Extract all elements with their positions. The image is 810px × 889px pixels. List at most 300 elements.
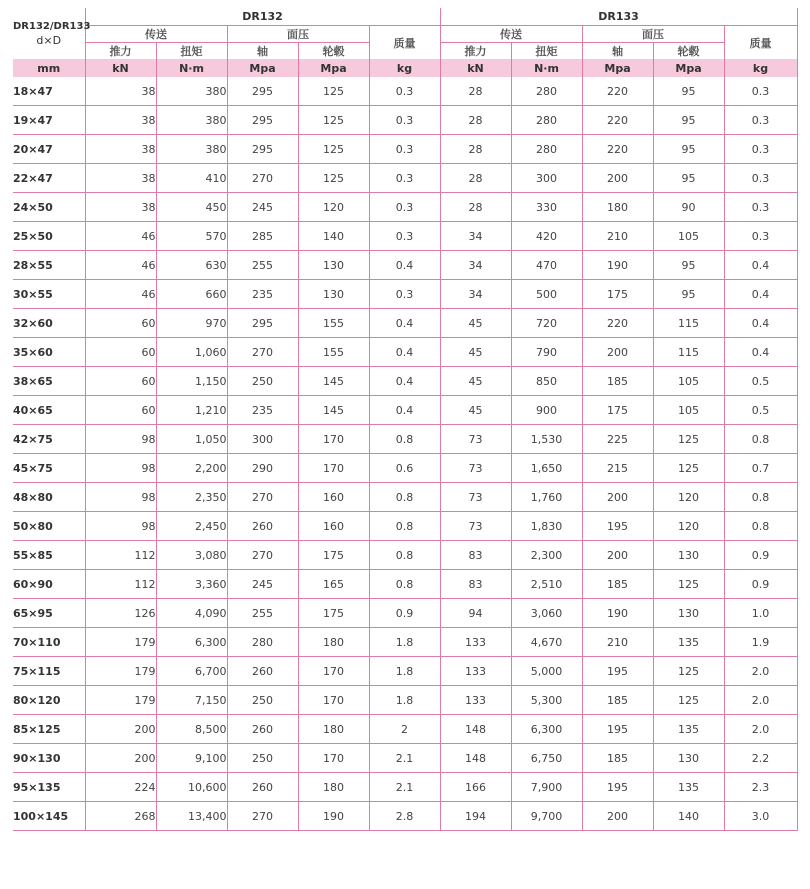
dr133-mass-header: 质量 [724,26,797,60]
dr133-mass-cell: 0.8 [724,512,797,541]
dr132-hub-pressure-cell: 155 [298,338,369,367]
corner-header [13,8,91,59]
size-cell: 100×145 [13,802,85,831]
unit-cell: kN [440,59,511,77]
dr132-thrust-cell: 224 [85,773,156,802]
dr133-face-pressure-header: 面压 [582,26,724,43]
dr133-mass-cell: 0.4 [724,338,797,367]
unit-cell: kg [724,59,797,77]
size-cell: 90×130 [13,744,85,773]
dr133-torque-cell: 5,000 [511,657,582,686]
dr133-mass-cell: 2.0 [724,715,797,744]
dr133-torque-cell: 4,670 [511,628,582,657]
dr133-thrust-cell: 83 [440,541,511,570]
dr132-shaft-pressure-cell: 300 [227,425,298,454]
dr132-shaft-pressure-cell: 245 [227,193,298,222]
dr133-hub-pressure-cell: 125 [653,425,724,454]
dr133-shaft-pressure-cell: 215 [582,454,653,483]
dr132-thrust-cell: 60 [85,396,156,425]
dr132-shaft-pressure-cell: 270 [227,483,298,512]
size-cell: 25×50 [13,222,85,251]
dr132-mass-cell: 0.4 [369,338,440,367]
table-row [13,338,797,367]
dr132-mass-cell: 1.8 [369,657,440,686]
dr133-hub-pressure-cell: 95 [653,135,724,164]
table-row [13,570,797,599]
dr133-thrust-cell: 133 [440,628,511,657]
dr133-shaft-pressure-cell: 220 [582,135,653,164]
dr132-hub-pressure-cell: 170 [298,744,369,773]
dr132-thrust-header: 推力 [85,43,156,60]
dr133-torque-cell: 1,760 [511,483,582,512]
dr132-torque-cell: 450 [156,193,227,222]
dr133-shaft-pressure-cell: 195 [582,657,653,686]
dr133-thrust-cell: 45 [440,309,511,338]
table-body [13,77,797,831]
dr132-mass-cell: 0.3 [369,106,440,135]
dr133-torque-cell: 6,750 [511,744,582,773]
dr133-torque-cell: 500 [511,280,582,309]
dr132-mass-cell: 0.8 [369,541,440,570]
dr132-mass-cell: 2.8 [369,802,440,831]
dr133-hub-pressure-cell: 130 [653,599,724,628]
table-row [13,222,797,251]
dr133-thrust-cell: 148 [440,715,511,744]
dr132-shaft-pressure-cell: 250 [227,744,298,773]
dr133-hub-pressure-cell: 125 [653,454,724,483]
dr133-hub-pressure-cell: 90 [653,193,724,222]
dr132-shaft-pressure-cell: 295 [227,106,298,135]
dr133-hub-pressure-cell: 105 [653,222,724,251]
dr132-torque-cell: 970 [156,309,227,338]
size-cell: 35×60 [13,338,85,367]
dr133-hub-pressure-cell: 135 [653,715,724,744]
dr133-hub-pressure-cell: 95 [653,77,724,106]
dr133-shaft-pressure-cell: 175 [582,396,653,425]
dr132-torque-cell: 4,090 [156,599,227,628]
dr133-thrust-header: 推力 [440,43,511,60]
dr132-mass-header: 质量 [369,26,440,60]
dr133-shaft-pressure-cell: 185 [582,570,653,599]
size-cell: 50×80 [13,512,85,541]
dr132-thrust-cell: 179 [85,657,156,686]
dr132-torque-cell: 1,150 [156,367,227,396]
dr133-torque-cell: 790 [511,338,582,367]
dr133-torque-cell: 7,900 [511,773,582,802]
size-cell: 40×65 [13,396,85,425]
dr133-thrust-cell: 148 [440,744,511,773]
dr132-hub-pressure-cell: 130 [298,251,369,280]
dr132-torque-cell: 3,080 [156,541,227,570]
dr133-hub-header: 轮毂 [653,43,724,60]
dr133-torque-cell: 2,300 [511,541,582,570]
dr133-hub-pressure-cell: 95 [653,251,724,280]
dr132-torque-cell: 7,150 [156,686,227,715]
dr132-thrust-cell: 98 [85,512,156,541]
table-row [13,628,797,657]
dr133-thrust-cell: 28 [440,193,511,222]
dr132-torque-cell: 1,210 [156,396,227,425]
dr132-hub-pressure-cell: 175 [298,599,369,628]
dr132-hub-pressure-cell: 160 [298,483,369,512]
dr132-shaft-pressure-cell: 260 [227,773,298,802]
dr132-torque-cell: 13,400 [156,802,227,831]
dr133-mass-cell: 0.9 [724,541,797,570]
dr133-shaft-pressure-cell: 200 [582,541,653,570]
dr133-shaft-pressure-cell: 200 [582,338,653,367]
dr133-torque-cell: 900 [511,396,582,425]
dr133-torque-cell: 420 [511,222,582,251]
dr132-thrust-cell: 126 [85,599,156,628]
dr132-hub-pressure-cell: 125 [298,135,369,164]
dr132-shaft-pressure-cell: 270 [227,541,298,570]
dr132-thrust-cell: 46 [85,222,156,251]
dr132-thrust-cell: 38 [85,193,156,222]
dr133-mass-cell: 2.0 [724,686,797,715]
dr132-torque-cell: 2,350 [156,483,227,512]
dr132-torque-cell: 380 [156,135,227,164]
dr133-thrust-cell: 34 [440,280,511,309]
table-row [13,512,797,541]
table-row [13,77,797,106]
dr133-hub-pressure-cell: 125 [653,657,724,686]
dr132-hub-pressure-cell: 165 [298,570,369,599]
dr133-mass-cell: 0.4 [724,309,797,338]
dr132-hub-pressure-cell: 160 [298,512,369,541]
dr132-hub-pressure-cell: 145 [298,367,369,396]
dr132-hub-pressure-cell: 170 [298,454,369,483]
size-cell: 32×60 [13,309,85,338]
dr132-mass-cell: 0.8 [369,512,440,541]
dr132-shaft-pressure-cell: 250 [227,686,298,715]
dr132-thrust-cell: 60 [85,367,156,396]
dr133-mass-cell: 0.8 [724,483,797,512]
dr133-mass-cell: 1.9 [724,628,797,657]
dr133-thrust-cell: 34 [440,251,511,280]
dr133-shaft-pressure-cell: 220 [582,106,653,135]
dr132-shaft-header: 轴 [227,43,298,60]
dr133-hub-pressure-cell: 135 [653,628,724,657]
table-row [13,657,797,686]
dr133-torque-cell: 280 [511,135,582,164]
dr132-mass-cell: 0.8 [369,570,440,599]
dr133-shaft-pressure-cell: 185 [582,744,653,773]
dr132-torque-cell: 2,450 [156,512,227,541]
table-row [13,773,797,802]
table-row [13,715,797,744]
dr132-shaft-pressure-cell: 260 [227,715,298,744]
dr132-shaft-pressure-cell: 295 [227,135,298,164]
unit-cell: kN [85,59,156,77]
dr132-hub-pressure-cell: 190 [298,802,369,831]
dr132-thrust-cell: 98 [85,483,156,512]
dr133-mass-cell: 0.3 [724,135,797,164]
dr132-thrust-cell: 60 [85,309,156,338]
dr132-hub-pressure-cell: 155 [298,309,369,338]
dr132-mass-cell: 2.1 [369,773,440,802]
dr132-shaft-pressure-cell: 260 [227,657,298,686]
unit-cell: Mpa [582,59,653,77]
table-row [13,541,797,570]
dr133-hub-pressure-cell: 95 [653,106,724,135]
dr132-thrust-cell: 268 [85,802,156,831]
dr133-mass-cell: 0.3 [724,77,797,106]
dr132-torque-cell: 570 [156,222,227,251]
dr133-shaft-pressure-cell: 195 [582,773,653,802]
corner-dimension-label: d×D [36,33,62,47]
dr132-thrust-cell: 112 [85,570,156,599]
size-cell: 60×90 [13,570,85,599]
size-cell: 65×95 [13,599,85,628]
size-cell: 85×125 [13,715,85,744]
dr133-torque-cell: 1,830 [511,512,582,541]
table-row [13,396,797,425]
dr133-thrust-cell: 28 [440,106,511,135]
dr133-mass-cell: 2.2 [724,744,797,773]
dr133-torque-cell: 9,700 [511,802,582,831]
dr133-thrust-cell: 83 [440,570,511,599]
dr133-torque-cell: 3,060 [511,599,582,628]
dr132-torque-cell: 6,300 [156,628,227,657]
dr132-mass-cell: 0.3 [369,77,440,106]
dr133-hub-pressure-cell: 140 [653,802,724,831]
dr133-thrust-cell: 73 [440,454,511,483]
dr132-hub-pressure-cell: 170 [298,686,369,715]
dr132-shaft-pressure-cell: 260 [227,512,298,541]
dr132-hub-pressure-cell: 170 [298,425,369,454]
dr133-hub-pressure-cell: 120 [653,512,724,541]
dr132-torque-cell: 6,700 [156,657,227,686]
dr132-hub-pressure-cell: 180 [298,773,369,802]
dr133-mass-cell: 0.8 [724,425,797,454]
dr133-torque-cell: 280 [511,77,582,106]
dr133-thrust-cell: 133 [440,657,511,686]
dr132-torque-cell: 380 [156,106,227,135]
dr133-shaft-pressure-cell: 175 [582,280,653,309]
size-cell: 55×85 [13,541,85,570]
dr132-mass-cell: 1.8 [369,628,440,657]
size-cell: 80×120 [13,686,85,715]
dr132-mass-cell: 1.8 [369,686,440,715]
unit-cell: mm [13,59,85,77]
dr133-hub-pressure-cell: 95 [653,280,724,309]
dr132-shaft-pressure-cell: 255 [227,599,298,628]
dr132-thrust-cell: 46 [85,251,156,280]
dr132-torque-cell: 8,500 [156,715,227,744]
dr132-torque-cell: 9,100 [156,744,227,773]
dr133-shaft-pressure-cell: 190 [582,599,653,628]
size-cell: 38×65 [13,367,85,396]
dr132-shaft-pressure-cell: 245 [227,570,298,599]
dr133-shaft-pressure-cell: 220 [582,77,653,106]
dr132-shaft-pressure-cell: 290 [227,454,298,483]
table-row [13,367,797,396]
dr132-mass-cell: 0.4 [369,251,440,280]
dr133-torque-cell: 470 [511,251,582,280]
dr132-thrust-cell: 46 [85,280,156,309]
dr133-shaft-pressure-cell: 220 [582,309,653,338]
dr132-torque-cell: 2,200 [156,454,227,483]
dr133-thrust-cell: 28 [440,164,511,193]
dr133-thrust-cell: 166 [440,773,511,802]
dr133-hub-pressure-cell: 125 [653,570,724,599]
dr133-shaft-pressure-cell: 190 [582,251,653,280]
dr132-header: DR132 [85,8,440,26]
dr133-shaft-header: 轴 [582,43,653,60]
dr132-torque-cell: 380 [156,77,227,106]
dr133-thrust-cell: 133 [440,686,511,715]
dr132-mass-cell: 0.3 [369,193,440,222]
unit-cell: N·m [156,59,227,77]
table-row [13,309,797,338]
corner-model-label: DR132/DR133 [13,20,91,32]
dr133-hub-pressure-cell: 120 [653,483,724,512]
dr133-thrust-cell: 73 [440,483,511,512]
dr132-mass-cell: 0.4 [369,396,440,425]
dr132-thrust-cell: 38 [85,106,156,135]
dr132-hub-pressure-cell: 125 [298,77,369,106]
dr132-hub-pressure-cell: 125 [298,106,369,135]
dr133-mass-cell: 0.7 [724,454,797,483]
dr132-torque-cell: 3,360 [156,570,227,599]
dr132-mass-cell: 0.3 [369,280,440,309]
dr132-torque-cell: 1,050 [156,425,227,454]
dr132-thrust-cell: 60 [85,338,156,367]
dr133-mass-cell: 3.0 [724,802,797,831]
dr132-shaft-pressure-cell: 295 [227,309,298,338]
unit-cell: Mpa [227,59,298,77]
dr132-torque-header: 扭矩 [156,43,227,60]
dr132-thrust-cell: 200 [85,744,156,773]
dr132-shaft-pressure-cell: 285 [227,222,298,251]
table-row [13,802,797,831]
dr133-hub-pressure-cell: 115 [653,338,724,367]
size-cell: 30×55 [13,280,85,309]
dr132-shaft-pressure-cell: 250 [227,367,298,396]
dr132-hub-pressure-cell: 130 [298,280,369,309]
dr132-mass-cell: 0.8 [369,425,440,454]
dr133-hub-pressure-cell: 105 [653,396,724,425]
dr133-hub-pressure-cell: 130 [653,541,724,570]
dr132-shaft-pressure-cell: 255 [227,251,298,280]
dr133-shaft-pressure-cell: 200 [582,802,653,831]
size-cell: 19×47 [13,106,85,135]
table-row [13,280,797,309]
dr133-hub-pressure-cell: 115 [653,309,724,338]
dr132-mass-cell: 0.6 [369,454,440,483]
dr133-shaft-pressure-cell: 185 [582,367,653,396]
dr133-torque-cell: 280 [511,106,582,135]
dr132-thrust-cell: 38 [85,77,156,106]
dr133-thrust-cell: 28 [440,135,511,164]
dr133-hub-pressure-cell: 95 [653,164,724,193]
dr133-torque-cell: 5,300 [511,686,582,715]
size-cell: 22×47 [13,164,85,193]
dr132-torque-cell: 410 [156,164,227,193]
dr133-torque-cell: 300 [511,164,582,193]
dr132-shaft-pressure-cell: 270 [227,164,298,193]
dr133-thrust-cell: 73 [440,512,511,541]
dr133-thrust-cell: 45 [440,396,511,425]
dr132-transmission-header: 传送 [85,26,227,43]
dr132-thrust-cell: 38 [85,135,156,164]
dr133-shaft-pressure-cell: 180 [582,193,653,222]
dr133-header: DR133 [440,8,797,26]
table-row [13,135,797,164]
size-cell: 20×47 [13,135,85,164]
dr132-shaft-pressure-cell: 235 [227,280,298,309]
dr132-hub-pressure-cell: 180 [298,715,369,744]
dr133-torque-cell: 330 [511,193,582,222]
size-cell: 95×135 [13,773,85,802]
dr133-thrust-cell: 73 [440,425,511,454]
dr132-mass-cell: 0.4 [369,309,440,338]
dr133-thrust-cell: 34 [440,222,511,251]
dr132-thrust-cell: 200 [85,715,156,744]
dr133-shaft-pressure-cell: 225 [582,425,653,454]
dr133-torque-cell: 6,300 [511,715,582,744]
spec-table [13,8,798,831]
table-row [13,193,797,222]
dr132-shaft-pressure-cell: 235 [227,396,298,425]
dr132-mass-cell: 0.3 [369,164,440,193]
dr133-thrust-cell: 45 [440,338,511,367]
table-row [13,454,797,483]
dr133-torque-cell: 1,650 [511,454,582,483]
dr133-thrust-cell: 94 [440,599,511,628]
dr133-shaft-pressure-cell: 210 [582,628,653,657]
dr132-hub-pressure-cell: 140 [298,222,369,251]
dr133-torque-cell: 1,530 [511,425,582,454]
dr132-shaft-pressure-cell: 270 [227,338,298,367]
dr132-torque-cell: 10,600 [156,773,227,802]
dr132-thrust-cell: 179 [85,628,156,657]
dr132-thrust-cell: 38 [85,164,156,193]
table-row [13,425,797,454]
dr133-mass-cell: 0.3 [724,164,797,193]
size-cell: 24×50 [13,193,85,222]
dr132-mass-cell: 2 [369,715,440,744]
dr133-torque-cell: 2,510 [511,570,582,599]
dr133-hub-pressure-cell: 125 [653,686,724,715]
dr133-thrust-cell: 45 [440,367,511,396]
size-cell: 18×47 [13,77,85,106]
dr133-mass-cell: 0.5 [724,396,797,425]
dr132-hub-pressure-cell: 120 [298,193,369,222]
size-cell: 75×115 [13,657,85,686]
dr132-hub-pressure-cell: 180 [298,628,369,657]
dr133-torque-header: 扭矩 [511,43,582,60]
dr132-mass-cell: 0.3 [369,222,440,251]
dr132-shaft-pressure-cell: 295 [227,77,298,106]
dr132-hub-pressure-cell: 175 [298,541,369,570]
dr133-hub-pressure-cell: 105 [653,367,724,396]
dr132-shaft-pressure-cell: 270 [227,802,298,831]
dr133-mass-cell: 2.0 [724,657,797,686]
size-cell: 70×110 [13,628,85,657]
dr133-shaft-pressure-cell: 195 [582,512,653,541]
unit-cell: N·m [511,59,582,77]
dr133-shaft-pressure-cell: 195 [582,715,653,744]
dr133-shaft-pressure-cell: 210 [582,222,653,251]
dr132-shaft-pressure-cell: 280 [227,628,298,657]
dr132-torque-cell: 660 [156,280,227,309]
dr132-hub-pressure-cell: 170 [298,657,369,686]
units-row [13,59,797,77]
table-row [13,164,797,193]
dr133-mass-cell: 1.0 [724,599,797,628]
unit-cell: Mpa [653,59,724,77]
